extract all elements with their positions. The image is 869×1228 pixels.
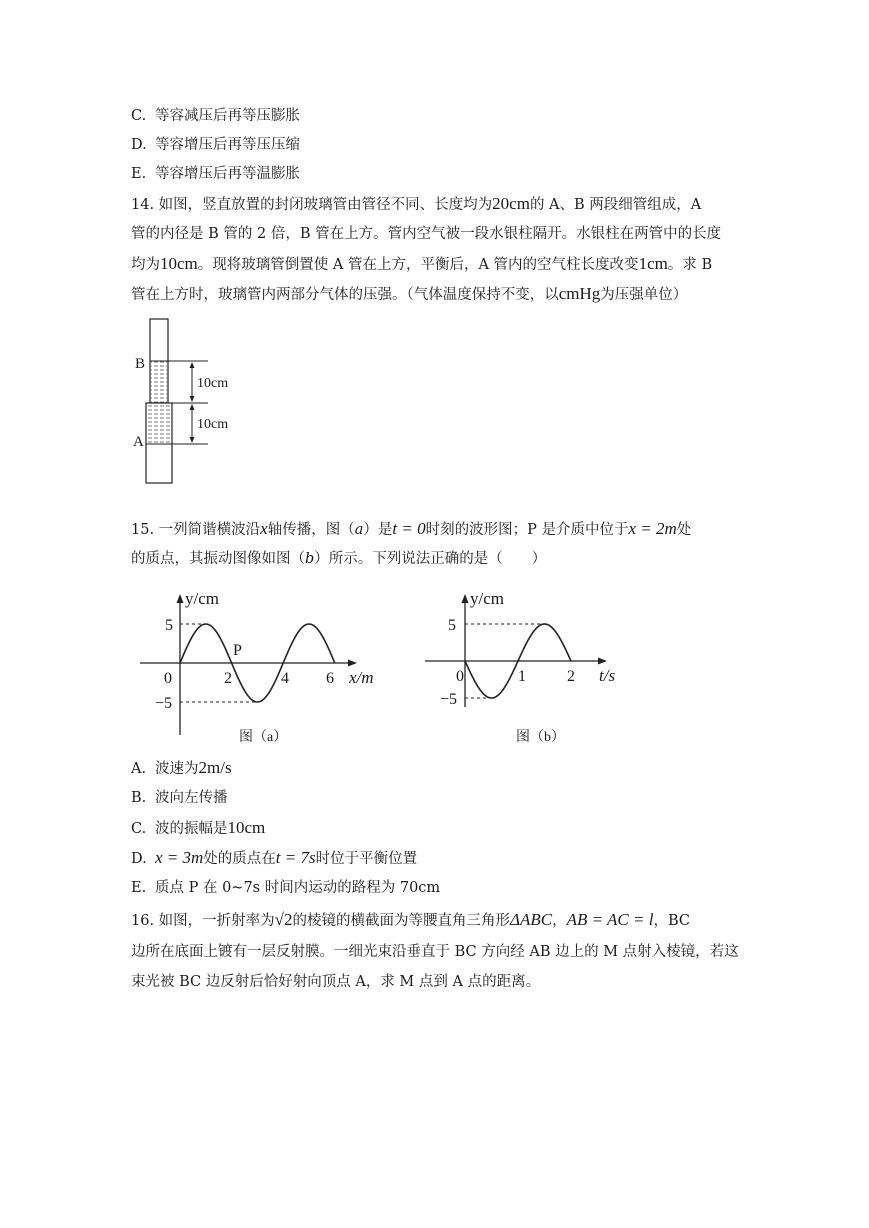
graph-b-xtick-1: 1 — [518, 668, 526, 685]
graph-b-ytick-5: 5 — [448, 617, 456, 634]
graph-a-xtick-4: 4 — [281, 670, 289, 687]
dim-label-1: 10cm — [197, 376, 229, 391]
graph-a-xtick-2: 2 — [224, 670, 232, 687]
q16-line-3: 束光被 BC 边反射后恰好射向顶点 A，求 M 点到 A 点的距离。 — [131, 974, 541, 990]
q15-line-1: 15. 一列简谐横波沿x轴传播，图（a）是t = 0时刻的波形图；P 是介质中位于x = 2m处 — [131, 519, 692, 538]
graph-b-xtick-0: 0 — [456, 668, 464, 685]
mercury-a — [147, 404, 171, 444]
option-13-e: E. 等容增压后再等温膨胀 — [131, 166, 300, 182]
dim-label-2: 10cm — [197, 417, 229, 432]
q14-line-2: 管的内径是 B 管的 2 倍，B 管在上方。管内空气被一段水银柱隔开。水银柱在两管中的长度 — [131, 226, 722, 242]
graph-a-xtick-0: 0 — [164, 670, 172, 687]
option-15-d: D. x = 3m处的质点在t = 7s时位于平衡位置 — [131, 848, 418, 867]
option-13-d: D. 等容增压后再等压压缩 — [131, 137, 300, 153]
mercury-b — [151, 361, 167, 403]
q15-line-2: 的质点，其振动图像如图（b）所示。下列说法正确的是（ ） — [131, 551, 547, 567]
tube-figure — [130, 316, 240, 488]
q14-line-4: 管在上方时，玻璃管内两部分气体的压强。（气体温度保持不变，以cmHg为压强单位） — [131, 284, 688, 303]
label-b: B — [135, 356, 146, 372]
option-13-c: C. 等容减压后再等压膨胀 — [131, 108, 300, 124]
graph-b-xlabel: t/s — [599, 666, 616, 685]
graph-a — [135, 585, 395, 750]
q14-line-1: 14. 如图，竖直放置的封闭玻璃管由管径不同、长度均为20cm的 A、B 两段细管组成，A — [131, 194, 702, 213]
option-15-b: B. 波向左传播 — [131, 790, 228, 806]
graph-b-caption: 图（b） — [516, 730, 565, 745]
label-a: A — [133, 434, 144, 450]
graph-a-xtick-6: 6 — [326, 670, 334, 687]
graph-b-ylabel: y/cm — [470, 589, 504, 608]
graph-a-xlabel: x/m — [349, 668, 374, 687]
q16-line-2: 边所在底面上镀有一层反射膜。一细光束沿垂直于 BC 方向经 AB 边上的 M 点射入棱镜，若这 — [131, 944, 739, 960]
option-15-e: E. 质点 P 在 0~7s 时间内运动的路程为 70cm — [131, 880, 441, 896]
q16-line-1: 16. 如图，一折射率为√2的棱镜的横截面为等腰直角三角形ΔABC，AB = AC = l，BC — [131, 910, 690, 929]
graph-a-ylabel: y/cm — [185, 589, 219, 608]
graph-a-caption: 图（a） — [239, 730, 288, 745]
option-15-c: C. 波的振幅是10cm — [131, 818, 266, 837]
graph-b-ytick-neg5: −5 — [440, 691, 458, 708]
q14-line-3: 均为10cm。现将玻璃管倒置使 A 管在上方，平衡后，A 管内的空气柱长度改变1cm。求 B — [131, 254, 713, 273]
graph-a-ytick-5: 5 — [165, 617, 173, 634]
graph-a-ytick-neg5: −5 — [155, 695, 173, 712]
graph-b-xtick-2: 2 — [567, 668, 575, 685]
graph-a-point-p: P — [233, 642, 242, 659]
graph-b — [420, 585, 630, 750]
option-15-a: A. 波速为2m/s — [131, 758, 232, 777]
